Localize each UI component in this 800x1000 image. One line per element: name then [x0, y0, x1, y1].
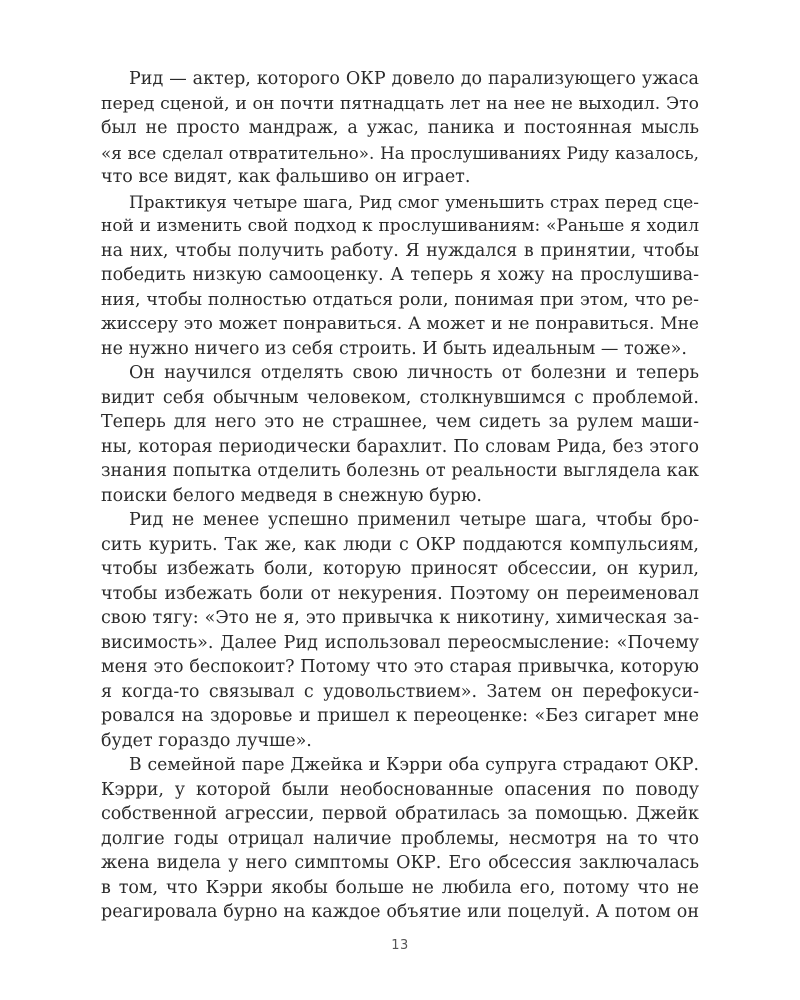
- page-number: 13: [391, 938, 409, 953]
- text-line: знания попытка отделить болезнь от реальности выглядела как: [101, 461, 699, 481]
- text-line: реагировала бурно на каждое объятие или поцелуй. А потом он: [101, 902, 699, 922]
- text-line: Практикуя четыре шага, Рид смог уменьшить страх перед сце-: [129, 191, 699, 212]
- text-line: я когда-то связывал с удовольствием». Затем он перефокуси-: [101, 681, 699, 702]
- text-line: победить низкую самооценку. А теперь я хожу на прослушива-: [101, 265, 699, 285]
- body-text: [101, 67, 699, 925]
- text-line: на них, чтобы получить работу. Я нуждался в принятии, чтобы: [101, 240, 699, 261]
- text-line: «я все сделал отвратительно». На прослушиваниях Риду казалось,: [101, 142, 699, 163]
- text-line: сить курить. Так же, как люди с ОКР поддаются компульсиям,: [101, 534, 699, 555]
- text-line: Рид не менее успешно применил четыре шага, чтобы бро-: [129, 510, 699, 530]
- text-line: не нужно ничего из себя строить. И быть идеальным — тоже».: [101, 338, 687, 359]
- text-line: висимость». Далее Рид использовал переосмысление: «Почему: [101, 632, 699, 653]
- text-line: Он научился отделять свою личность от болезни и теперь: [129, 363, 699, 383]
- text-line: ны, которая периодически барахлит. По словам Рида, без этого: [101, 436, 699, 457]
- text-line: меня это беспокоит? Потому что это старая привычка, которую: [101, 657, 699, 677]
- text-line: чтобы избежать боли от некурения. Поэтому он переименовал: [101, 583, 699, 604]
- paragraph: [101, 67, 699, 190]
- text-line: перед сценой, и он почти пятнадцать лет на нее не выходил. Это: [101, 93, 699, 114]
- text-line: ной и изменить свой подход к прослушиваниям: «Раньше я ходил: [101, 216, 699, 236]
- text-line: чтобы избежать боли, которую приносят обсессии, он курил,: [101, 559, 699, 579]
- text-line: будет гораздо лучше».: [101, 730, 312, 751]
- text-line: В семейной паре Джейка и Кэрри оба супруга страдают ОКР.: [129, 755, 699, 775]
- text-line: что все видят, как фальшиво он играет.: [101, 167, 471, 187]
- text-line: собственной агрессии, первой обратилась за помощью. Джейк: [101, 804, 699, 824]
- text-line: жиссеру это может понравиться. А может и не понравиться. Мне: [101, 314, 699, 334]
- paragraph: [101, 508, 699, 753]
- text-line: свою тягу: «Это не я, это привычка к никотину, химическая за-: [101, 608, 699, 628]
- text-line: жена видела у него симптомы ОКР. Его обсессия заключалась: [101, 853, 699, 873]
- text-line: в том, что Кэрри якобы больше не любила его, потому что не: [101, 877, 699, 898]
- text-line: долгие годы отрицал наличие проблемы, несмотря на то что: [101, 828, 699, 849]
- text-line: Теперь для него это не страшнее, чем сидеть за рулем маши-: [101, 412, 699, 432]
- text-line: поиски белого медведя в снежную бурю.: [101, 485, 482, 506]
- text-line: видит себя обычным человеком, столкнувшимся с проблемой.: [101, 387, 699, 408]
- text-line: ровался на здоровье и пришел к переоценке: «Без сигарет мне: [101, 706, 699, 726]
- text-line: ния, чтобы полностью отдаться роли, понимая при этом, что ре-: [101, 289, 699, 310]
- text-line: был не просто мандраж, а ужас, паника и постоянная мысль: [101, 118, 699, 138]
- text-line: Кэрри, у которой были необоснованные опасения по поводу: [101, 779, 699, 800]
- paragraph: [101, 190, 699, 362]
- paragraph: [101, 361, 699, 508]
- paragraph: [101, 753, 699, 925]
- text-line: Рид — актер, которого ОКР довело до парализующего ужаса: [129, 69, 699, 89]
